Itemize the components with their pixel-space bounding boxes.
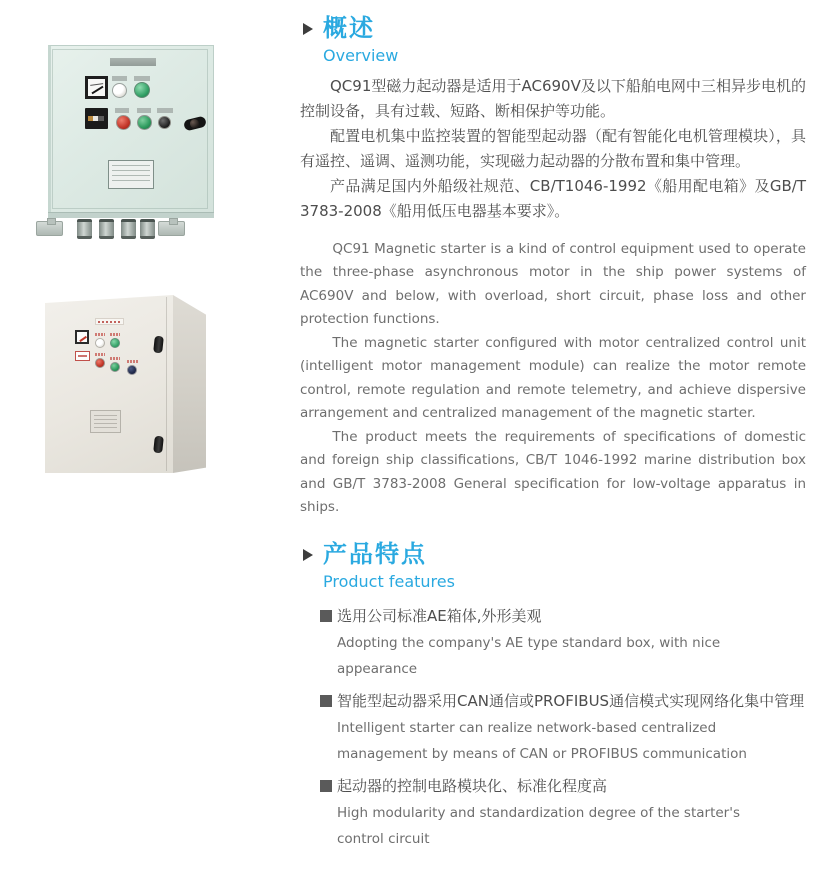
start-button-green xyxy=(137,115,152,130)
features-title-zh: 产品特点 xyxy=(323,539,427,568)
paragraph-en: The magnetic starter configured with motor centralized control unit (intelligent motor management module) can realize the motor remote control, remote regulation and remote telemetry, and achieve dispersive arrangement and centralized management of the magnetic starter. xyxy=(300,334,806,422)
section-marker-icon xyxy=(303,549,313,561)
feature-item xyxy=(320,603,806,682)
overview-title-en: Overview xyxy=(323,45,399,65)
button-label xyxy=(115,108,129,113)
lamp-label xyxy=(112,76,127,81)
button-label xyxy=(137,108,151,113)
feature-item xyxy=(320,773,806,852)
paragraph-zh: 配置电机集中监控装置的智能型起动器（配有智能化电机管理模块），具有遥控、遥调、遥测功能，实现磁力起动器的分散布置和集中管理。 xyxy=(300,126,806,170)
warning-plate xyxy=(75,351,90,361)
nameplate xyxy=(108,160,154,189)
feature-zh-text: 起动器的控制电路模块化、标准化程度高 xyxy=(337,776,608,795)
reset-button-black xyxy=(158,116,171,129)
feature-en-text: Adopting the company's AE type standard box, with nice appearance xyxy=(337,634,721,677)
reset-button-navy xyxy=(127,365,137,375)
overview-chinese-paragraphs xyxy=(300,74,806,224)
button-label xyxy=(127,360,138,363)
button-label xyxy=(110,357,120,360)
feature-bullet-icon xyxy=(320,780,332,792)
overview-section-header xyxy=(300,14,806,65)
feature-bullet-icon xyxy=(320,695,332,707)
paragraph-zh: QC91型磁力起动器是适用于AC690V及以下船舶电网中三相异步电机的控制设备，具有过载、短路、断相保护等功能。 xyxy=(300,76,806,120)
button-label xyxy=(157,108,173,113)
stop-button-red xyxy=(95,358,105,368)
overview-titles xyxy=(323,14,398,65)
breaker-window xyxy=(88,116,104,121)
features-list xyxy=(300,603,806,852)
nameplate-text-lines xyxy=(94,415,117,429)
nameplate xyxy=(90,410,121,433)
feature-en-text: High modularity and standardization degree of the starter's control circuit xyxy=(337,804,740,847)
lamp-label xyxy=(110,333,120,336)
indicator-lamp-green xyxy=(134,82,150,98)
cabinet-door-seam xyxy=(166,297,167,471)
indicator-lamp-white xyxy=(95,338,105,348)
indicator-lamp-white xyxy=(112,83,127,98)
lamp-label xyxy=(95,333,105,336)
text-column xyxy=(300,14,806,852)
feature-en-text: Intelligent starter can realize network-based centralized management by means of CAN or PROFIBUS communication xyxy=(337,719,747,762)
ammeter xyxy=(85,76,108,99)
product-photo-front-view xyxy=(46,40,232,246)
circuit-breaker xyxy=(85,108,108,129)
start-button-green xyxy=(110,362,120,372)
ammeter-needle xyxy=(91,86,103,95)
features-title-en: Product features xyxy=(323,571,455,591)
feature-zh-text: 智能型起动器采用CAN通信或PROFIBUS通信模式实现网络化集中管理 xyxy=(337,691,805,710)
ammeter xyxy=(75,330,89,344)
paragraph-en: The product meets the requirements of specifications of domestic and foreign ship classifications, CB/T 1046-1992 marine distribution box and GB/T 3783-2008 General specification for low-voltage apparatus in ships. xyxy=(300,428,806,516)
panel-title-strip xyxy=(95,318,124,325)
cabinet-bottom-edge xyxy=(48,212,214,218)
lamp-label xyxy=(134,76,150,81)
panel-title-strip xyxy=(110,58,156,66)
cable-gland xyxy=(77,219,92,239)
button-label xyxy=(95,353,105,356)
section-marker-icon xyxy=(303,23,313,35)
nameplate-text-lines xyxy=(112,165,150,185)
feature-zh-text: 选用公司标准AE箱体,外形美观 xyxy=(337,606,542,625)
feature-zh-row xyxy=(320,688,806,714)
paragraph-en: QC91 Magnetic starter is a kind of control equipment used to operate the three-phase asynchronous motor in the ship power systems of AC690V and below, with overload, short circuit, phase loss and other protection functions. xyxy=(300,240,806,328)
overview-english-paragraphs xyxy=(300,238,806,520)
product-photo-perspective-view xyxy=(42,283,224,485)
ammeter-needle xyxy=(79,335,86,341)
cable-gland xyxy=(140,219,155,239)
feature-zh-row xyxy=(320,773,806,799)
mounting-foot xyxy=(36,221,63,236)
mounting-foot xyxy=(158,221,185,236)
feature-zh-row xyxy=(320,603,806,629)
rotary-switch-hub xyxy=(189,118,200,129)
paragraph-zh: 产品满足国内外船级社规范、CB/T1046-1992《船用配电箱》及GB/T 3783-2008《船用低压电器基本要求》。 xyxy=(300,176,806,220)
features-titles xyxy=(323,540,455,591)
cabinet-side-face xyxy=(173,295,206,473)
feature-bullet-icon xyxy=(320,610,332,622)
cable-gland xyxy=(99,219,114,239)
features-section-header xyxy=(300,540,806,591)
indicator-lamp-green xyxy=(110,338,120,348)
stop-button-red xyxy=(116,115,131,130)
feature-item xyxy=(320,688,806,767)
cable-gland xyxy=(121,219,136,239)
overview-title-zh: 概述 xyxy=(323,14,375,42)
